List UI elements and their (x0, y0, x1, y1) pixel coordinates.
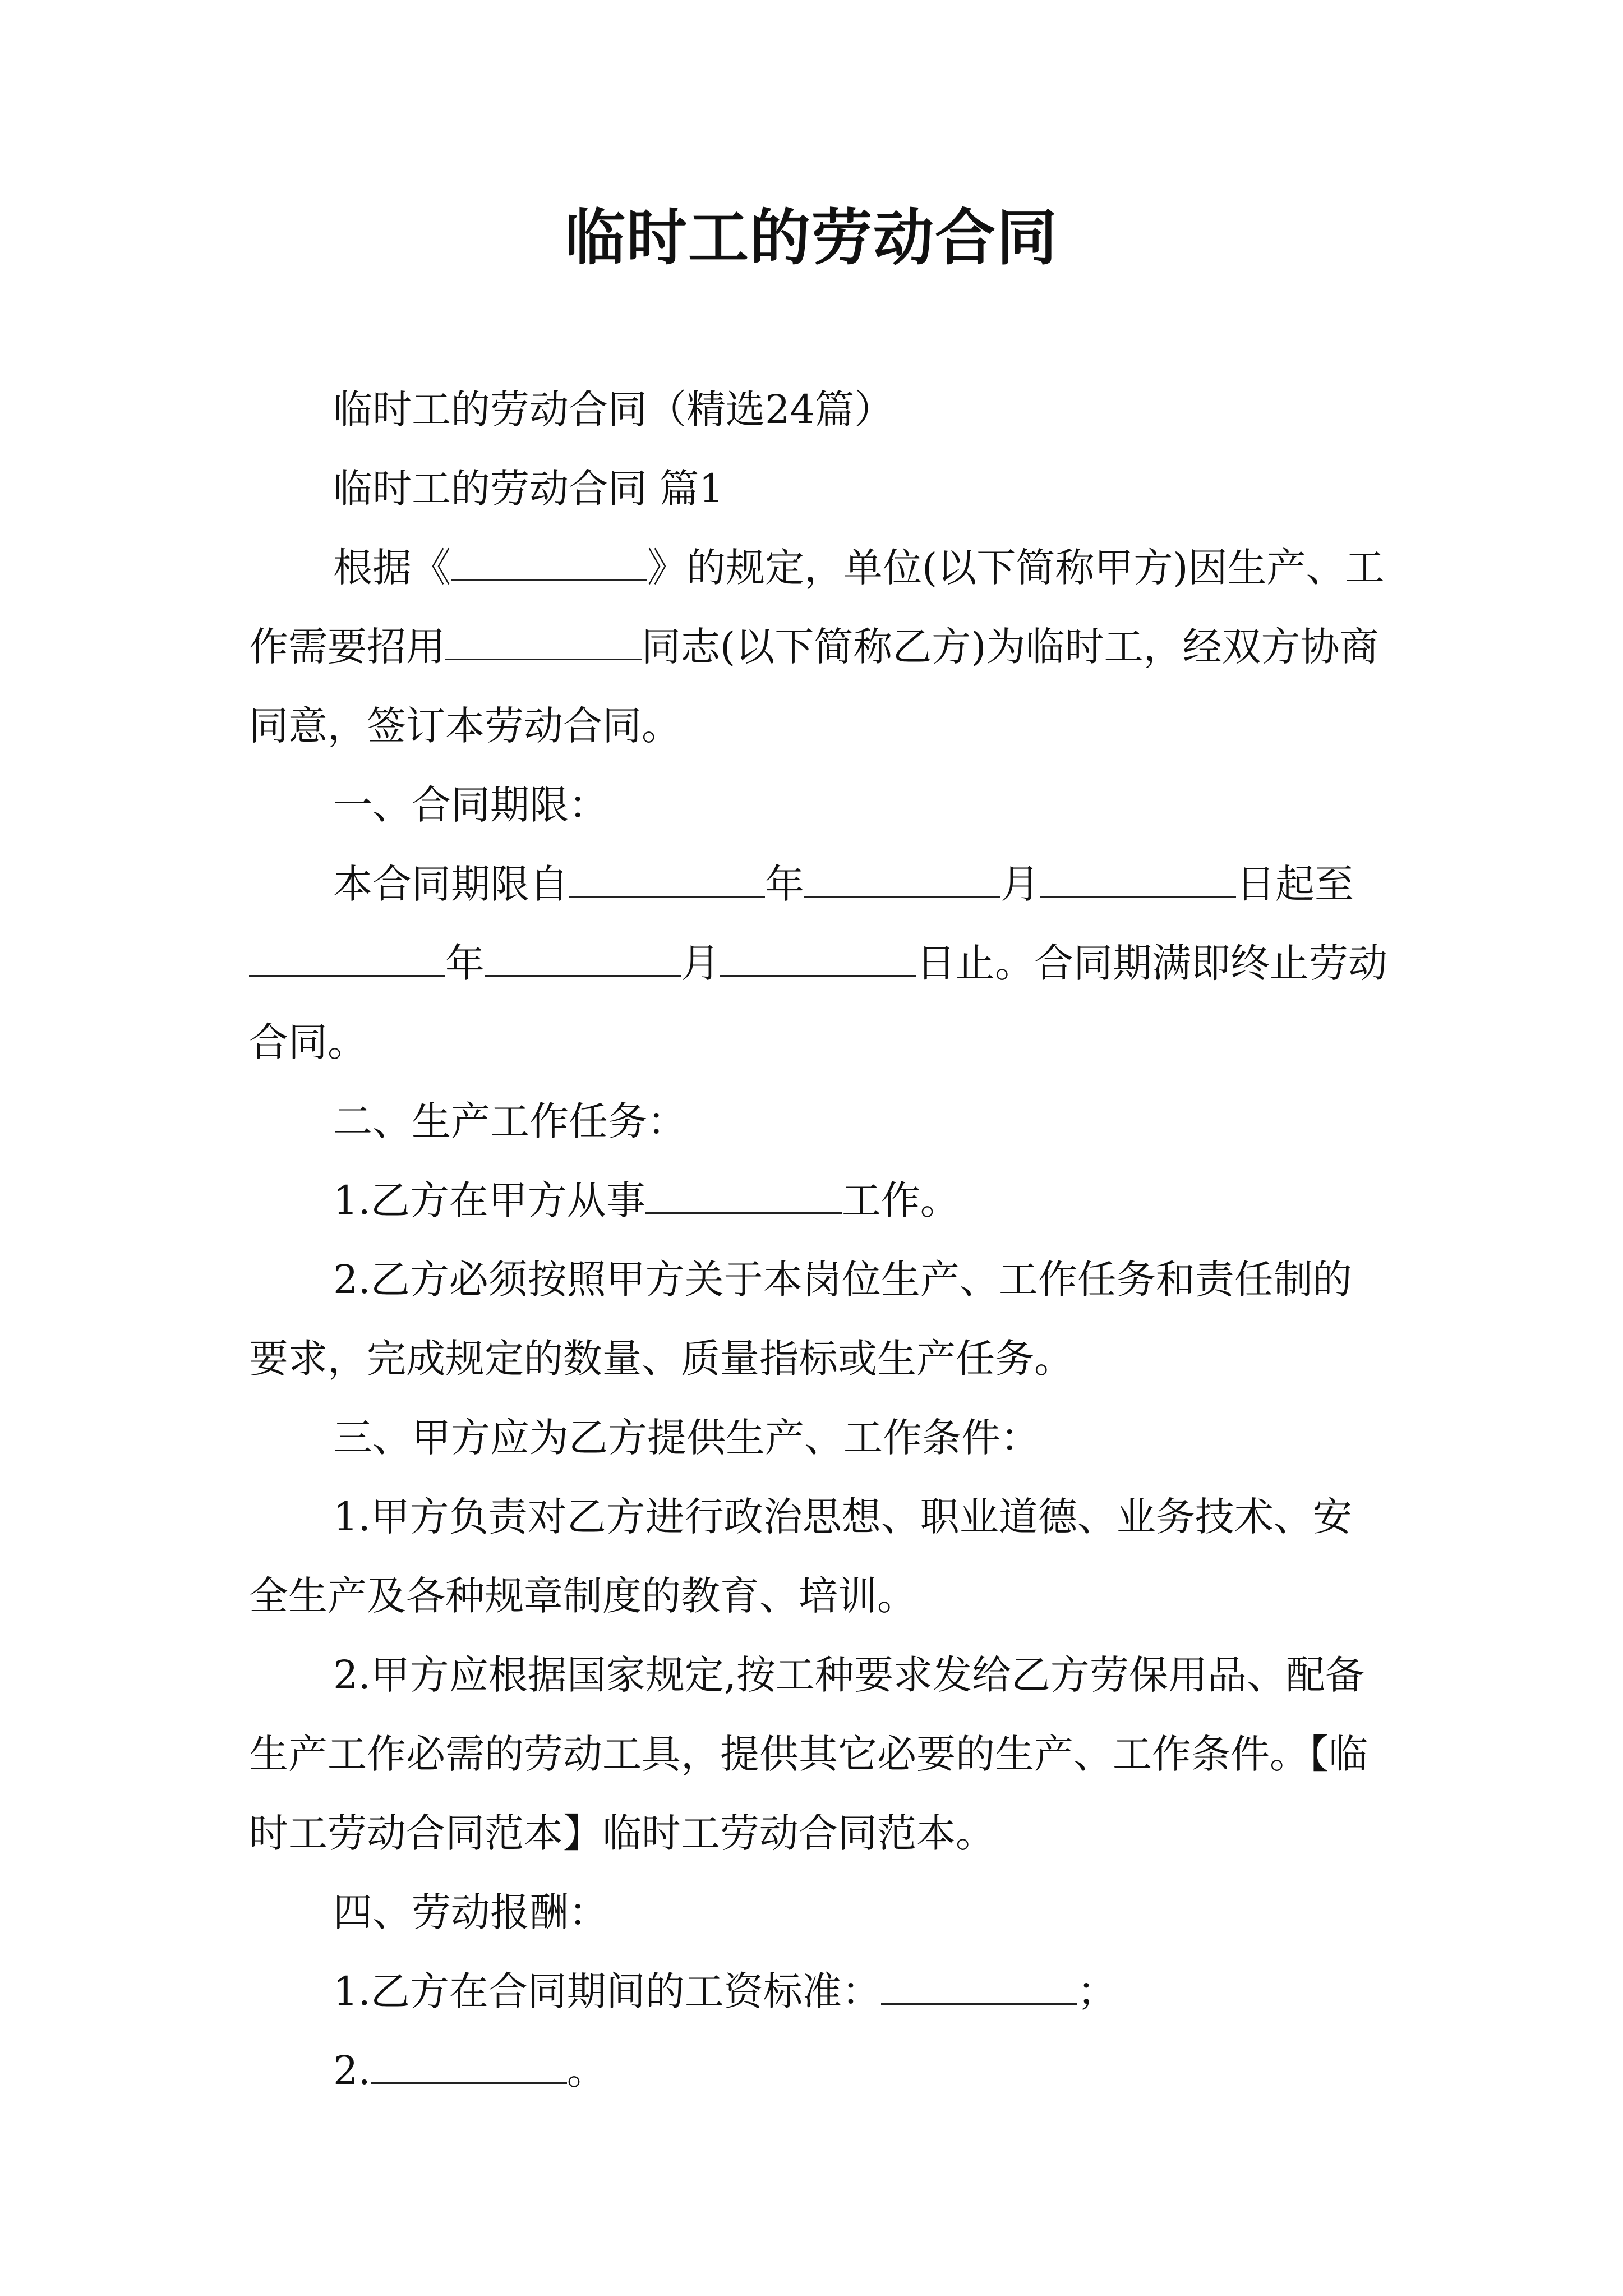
paragraph-text: 根据《 (333, 545, 451, 591)
paragraph-text: 1.甲方负责对乙方进行政治思想、职业道德、业务技术、安全生产及各种规章制度的教育、培训。 (249, 1494, 1352, 1619)
fill-in-blank (485, 938, 681, 977)
fill-in-blank (371, 2045, 567, 2085)
paragraph-text: 一、合同期限： (333, 782, 608, 828)
paragraph-text: ； (1077, 1968, 1117, 2014)
paragraph-text: 2. (333, 2047, 371, 2093)
paragraph-text: 2.乙方必须按照甲方关于本岗位生产、工作任务和责任制的要求，完成规定的数量、质量指标或生产任务。 (249, 1257, 1352, 1382)
document-title: 临时工的劳动合同 (564, 203, 1058, 273)
paragraph-text: 年 (445, 940, 485, 986)
fill-in-blank (249, 938, 445, 977)
fill-in-blank (445, 622, 642, 661)
paragraph-text: 临时工的劳动合同（精选24篇） (333, 386, 894, 432)
paragraph-text: 四、劳动报酬： (333, 1889, 608, 1935)
paragraph-text: 日起至 (1236, 861, 1354, 907)
paragraph (249, 449, 1387, 528)
paragraph-text: 二、生产工作任务： (333, 1098, 686, 1144)
paragraph (249, 370, 1387, 449)
paragraph-text: 临时工的劳动合同 篇1 (333, 466, 724, 512)
paragraph-text: 年 (765, 861, 804, 907)
fill-in-blank (881, 1966, 1077, 2005)
paragraph-text: 月 (681, 940, 720, 986)
paragraph (249, 845, 1387, 1082)
paragraph-text: 同志(以下简称乙方)为临时工，经双方协商同意，签订本劳动合同。 (249, 624, 1379, 749)
paragraph (249, 1873, 1387, 1952)
paragraph (249, 1161, 1387, 1240)
paragraph-text: 2.甲方应根据国家规定,按工种要求发给乙方劳保用品、配备生产工作必需的劳动工具，提供其它必要的生产、工作条件。【临时工劳动合同范本】临时工劳动合同范本。 (249, 1652, 1368, 1856)
paragraph-text: 1.乙方在甲方从事 (333, 1177, 645, 1223)
paragraph (249, 528, 1387, 766)
fill-in-blank (645, 1175, 842, 1214)
document-body (249, 370, 1387, 2110)
paragraph (249, 1478, 1387, 1636)
fill-in-blank (451, 542, 647, 582)
fill-in-blank (720, 938, 916, 977)
paragraph-text: 1.乙方在合同期间的工资标准： (333, 1968, 881, 2014)
paragraph (249, 1082, 1387, 1161)
paragraph-text: 月 (1000, 861, 1040, 907)
paragraph (249, 2031, 1387, 2110)
paragraph (249, 1636, 1387, 1873)
paragraph-text: 》的规定，单位(以下简称甲方)因生产、工作需要招用 (249, 545, 1385, 670)
paragraph (249, 1240, 1387, 1398)
paragraph-text: 。 (566, 2047, 606, 2093)
paragraph-text: 日止。合同期满即终止劳动合同。 (249, 940, 1387, 1065)
fill-in-blank (804, 859, 1000, 898)
paragraph (249, 1952, 1387, 2031)
paragraph-text: 工作。 (841, 1177, 960, 1223)
paragraph (249, 1398, 1387, 1478)
fill-in-blank (569, 859, 765, 898)
paragraph-text: 三、甲方应为乙方提供生产、工作条件： (333, 1415, 1040, 1461)
fill-in-blank (1040, 859, 1236, 898)
paragraph-text: 本合同期限自 (333, 861, 569, 907)
paragraph (249, 766, 1387, 845)
